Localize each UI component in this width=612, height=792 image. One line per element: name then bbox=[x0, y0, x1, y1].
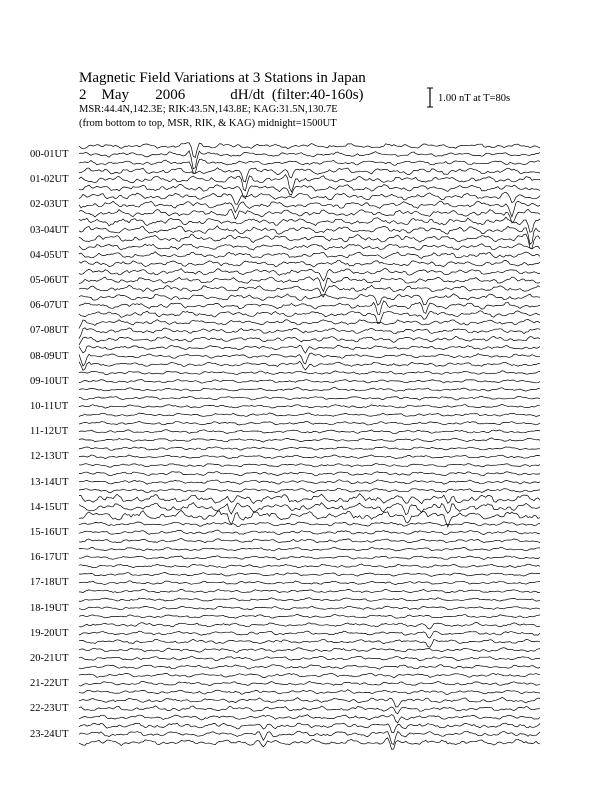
hour-label: 19-20UT bbox=[30, 627, 69, 639]
trace-rik bbox=[79, 681, 540, 686]
trace-msr bbox=[79, 388, 540, 392]
trace-msr bbox=[79, 690, 540, 695]
trace-msr bbox=[79, 336, 540, 345]
trace-kag bbox=[79, 494, 540, 504]
trace-rik bbox=[79, 226, 540, 244]
hour-label: 03-04UT bbox=[30, 224, 69, 236]
trace-rik bbox=[79, 530, 540, 535]
scale-label: 1.00 nT at T=80s bbox=[438, 93, 511, 104]
trace-kag bbox=[79, 396, 540, 400]
trace-group bbox=[79, 143, 540, 750]
trace-kag bbox=[79, 723, 540, 733]
hour-label: 18-19UT bbox=[30, 602, 69, 614]
trace-kag bbox=[79, 345, 540, 353]
trace-msr bbox=[79, 260, 540, 267]
hour-label: 08-09UT bbox=[30, 350, 69, 362]
trace-kag bbox=[79, 371, 540, 375]
hour-label: 16-17UT bbox=[30, 552, 69, 564]
hour-label: 07-08UT bbox=[30, 325, 69, 337]
trace-kag bbox=[79, 522, 540, 527]
trace-msr bbox=[79, 738, 540, 750]
trace-msr bbox=[79, 715, 540, 723]
hour-label: 02-03UT bbox=[30, 199, 69, 211]
hour-label: 12-13UT bbox=[30, 451, 69, 463]
trace-kag bbox=[79, 572, 540, 576]
trace-rik bbox=[79, 556, 540, 560]
trace-msr bbox=[79, 285, 540, 297]
trace-msr bbox=[79, 639, 540, 647]
date-filter-line: 2 May 2006 dH/dt (filter:40-160s) bbox=[79, 87, 364, 103]
trace-kag bbox=[79, 622, 540, 629]
trace-rik bbox=[79, 380, 540, 384]
trace-rik bbox=[79, 151, 540, 169]
station-coordinates: MSR:44.4N,142.3E; RIK:43.5N,143.8E; KAG:31.5N,130.7E bbox=[79, 104, 338, 115]
hour-label: 17-18UT bbox=[30, 577, 69, 589]
trace-rik bbox=[79, 631, 540, 638]
trace-msr bbox=[79, 589, 540, 593]
trace-msr bbox=[79, 438, 540, 442]
station-order-note: (from bottom to top, MSR, RIK, & KAG) midnight=1500UT bbox=[79, 118, 337, 129]
hour-label: 21-22UT bbox=[30, 678, 69, 690]
hour-label: 13-14UT bbox=[30, 476, 69, 488]
trace-rik bbox=[79, 581, 540, 585]
trace-kag bbox=[79, 447, 540, 451]
trace-kag bbox=[79, 244, 540, 250]
hour-label: 09-10UT bbox=[30, 375, 69, 387]
trace-msr bbox=[79, 159, 540, 173]
hour-label: 15-16UT bbox=[30, 527, 69, 538]
hour-label: 06-07UT bbox=[30, 300, 69, 312]
hour-label: 04-05UT bbox=[30, 249, 69, 261]
hour-label: 01-02UT bbox=[30, 174, 69, 186]
trace-msr bbox=[79, 488, 540, 492]
hour-label: 14-15UT bbox=[30, 501, 69, 513]
trace-msr bbox=[79, 564, 540, 568]
trace-msr bbox=[79, 234, 540, 249]
trace-msr bbox=[79, 311, 540, 324]
trace-msr bbox=[79, 361, 540, 370]
trace-rik bbox=[79, 656, 540, 661]
trace-rik bbox=[79, 404, 540, 408]
chart-title: Magnetic Field Variations at 3 Stations in Japan bbox=[79, 70, 366, 86]
trace-kag bbox=[79, 697, 540, 707]
trace-kag bbox=[79, 648, 540, 653]
trace-msr bbox=[79, 614, 540, 618]
trace-msr bbox=[79, 539, 540, 543]
trace-kag bbox=[79, 598, 540, 602]
hour-label: 20-21UT bbox=[30, 653, 69, 664]
trace-kag bbox=[79, 319, 540, 328]
trace-kag bbox=[79, 673, 540, 678]
trace-kag bbox=[79, 472, 540, 476]
hour-label: 00-01UT bbox=[30, 149, 69, 160]
hour-label: 23-24UT bbox=[30, 728, 69, 740]
hour-label: 05-06UT bbox=[30, 275, 69, 286]
trace-rik bbox=[79, 480, 540, 485]
trace-rik bbox=[79, 706, 540, 714]
hour-label: 22-23UT bbox=[30, 703, 69, 715]
trace-rik bbox=[79, 328, 540, 339]
trace-msr bbox=[79, 665, 540, 669]
trace-rik bbox=[79, 503, 540, 515]
trace-rik bbox=[79, 731, 540, 744]
hour-label: 10-11UT bbox=[30, 401, 69, 412]
trace-kag bbox=[79, 217, 540, 232]
trace-kag bbox=[79, 547, 540, 551]
trace-msr bbox=[79, 413, 540, 417]
trace-rik bbox=[79, 252, 540, 259]
trace-kag bbox=[79, 421, 540, 425]
trace-msr bbox=[79, 464, 540, 468]
trace-rik bbox=[79, 606, 540, 610]
trace-rik bbox=[79, 277, 540, 292]
hour-label: 11-12UT bbox=[30, 426, 69, 438]
trace-rik bbox=[79, 201, 540, 217]
trace-rik bbox=[79, 455, 540, 459]
trace-rik bbox=[79, 430, 540, 434]
